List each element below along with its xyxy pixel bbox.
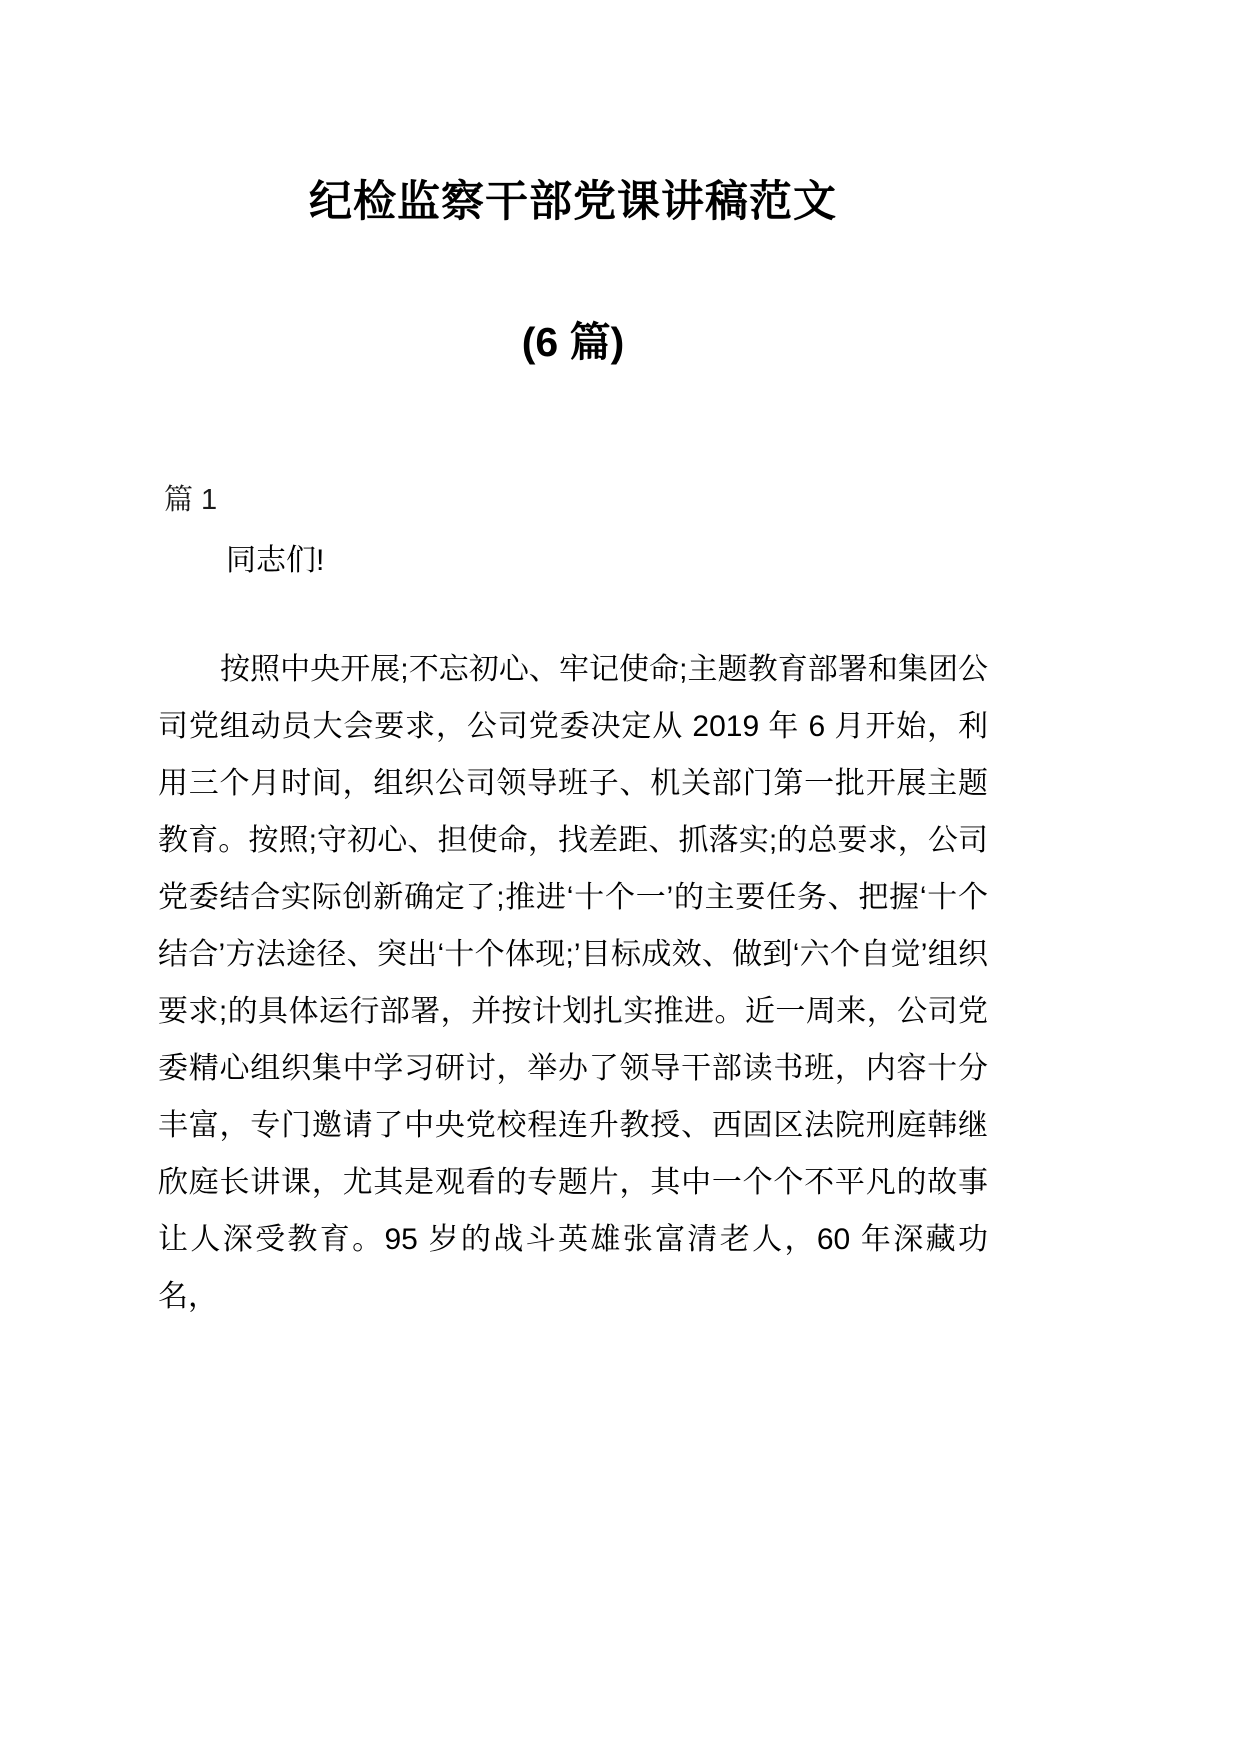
body-paragraph: 按照中央开展;不忘初心、牢记使命;主题教育部署和集团公司党组动员大会要求，公司党委决定从 2019 年 6 月开始，利用三个月时间，组织公司领导班子、机关部门第一批开展主题教育。按照;守初心、担使命，找差距、抓落实;的总要求，公司党委结合实际创新确定了;推进‘十个一’的主要任务、把握‘十个结合’方法途径、突出‘十个体现;’目标成效、做到‘六个自觉’组织要求;的具体运行部署，并按计划扎实推进。近一周来，公司党委精心组织集中学习研讨，举办了领导干部读书班，内容十分丰富，专门邀请了中央党校程连升教授、西固区法院刑庭韩继欣庭长讲课，尤其是观看的专题片，其中一个个不平凡的故事让人深受教育。95 岁的战斗英雄张富清老人，60 年深藏功名， [158, 652, 988, 1313]
greeting-line: 同志们! [226, 543, 325, 577]
document-subtitle: (6 篇) [521, 318, 625, 365]
document-content-column [158, 0, 988, 1325]
page-title: 纪检监察干部党课讲稿范文 [309, 178, 837, 226]
section-label: 篇 1 [164, 484, 218, 516]
